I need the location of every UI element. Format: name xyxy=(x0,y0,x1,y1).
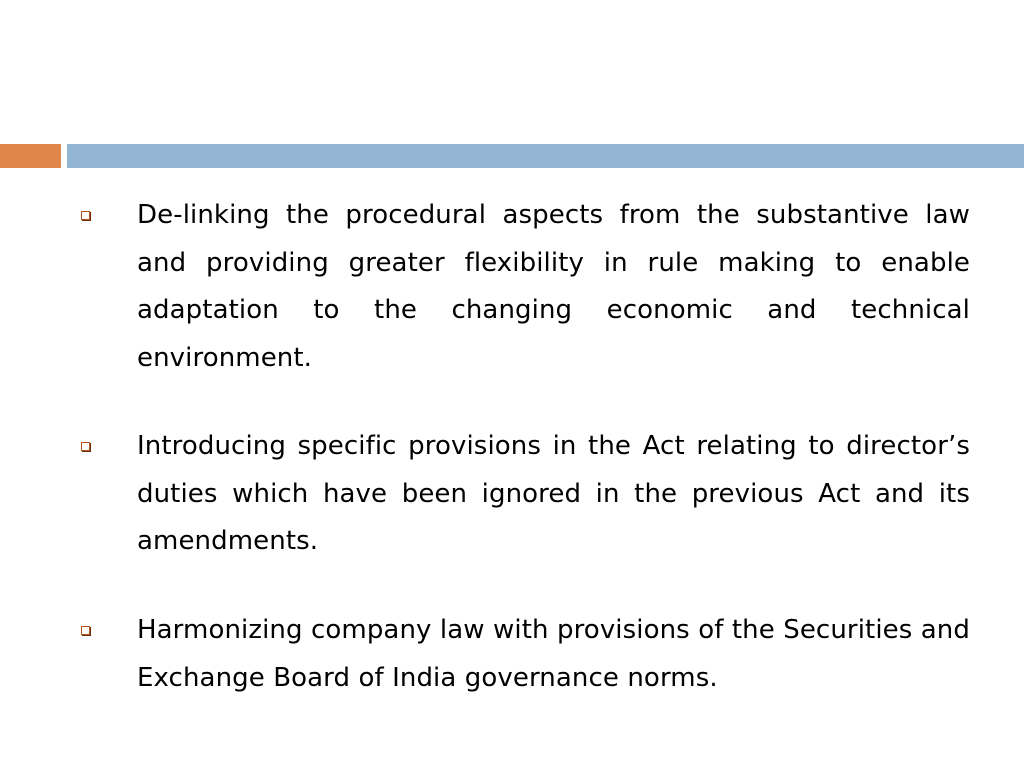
square-bullet-icon xyxy=(81,442,90,451)
bullet-text: Harmonizing company law with provisions of the Securities and Exchange Board of India governance norms. xyxy=(137,615,970,693)
square-bullet-icon xyxy=(81,211,90,220)
bullet-text: Introducing specific provisions in the Act relating to director’s duties which have been ignored in the previous Act and its amendments. xyxy=(137,431,970,556)
square-bullet-icon xyxy=(81,626,90,635)
bullet-text: De-linking the procedural aspects from the substantive law and providing greater flexibility in rule making to enable adaptation to the changing economic and technical environment. xyxy=(137,200,970,373)
